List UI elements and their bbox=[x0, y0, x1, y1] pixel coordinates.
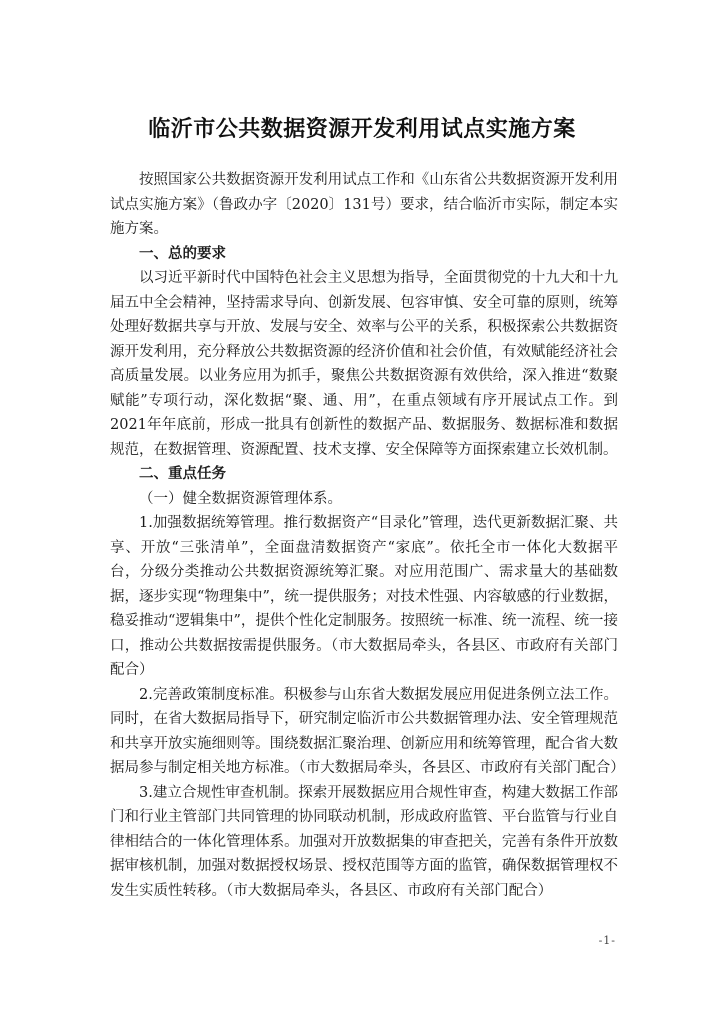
paragraph-task-3: 3.建立合规性审查机制。探索开展数据应用合规性审查，构建大数据工作部门和行业主管部门共同管理的协同联动机制，形成政府监管、平台监管与行业自律相结合的一体化管理体系。加强对开放数据集的审查把关，完善有条件开放数据审核机制，加强对数据授权场景、授权范围等方面的监管，确保数据管理权不发生实质性转移。（市大数据局牵头，各县区、市政府有关部门配合） bbox=[110, 784, 618, 899]
document-title: 临沂市公共数据资源开发利用试点实施方案 bbox=[148, 117, 576, 142]
section-heading-key-tasks: 二、重点任务 bbox=[139, 466, 226, 482]
paragraph-intro: 按照国家公共数据资源开发利用试点工作和《山东省公共数据资源开发利用试点实施方案》（鲁政办字〔2020〕131号）要求，结合临沂市实际，制定本实施方案。 bbox=[110, 172, 618, 237]
section-heading-general-requirements: 一、总的要求 bbox=[139, 245, 226, 262]
paragraph-general-requirements: 以习近平新时代中国特色社会主义思想为指导，全面贯彻党的十九大和十九届五中全会精神，坚持需求导向、创新发展、包容审慎、安全可靠的原则，统筹处理好数据共享与开放、发展与安全、效率与公平的关系，积极探索公共数据资源开发利用，充分释放公共数据资源的经济价值和社会价值，有效赋能经济社会高质量发展。以业务应用为抓手，聚焦公共数据资源有效供给，深入推进“数聚赋能”专项行动，深化数据“聚、通、用”，在重点领域有序开展试点工作。到2021年年底前，形成一批具有创新性的数据产品、数据服务、数据标准和数据规范，在数据管理、资源配置、技术支撑、安全保障等方面探索建立长效机制。 bbox=[110, 270, 618, 458]
subsection-heading-1: （一）健全数据资源管理体系。 bbox=[139, 490, 342, 507]
page-number: -1- bbox=[598, 934, 616, 947]
document-body bbox=[110, 168, 625, 903]
paragraph-task-2: 2.完善政策制度标准。积极参与山东省大数据发展应用促进条例立法工作。同时，在省大数据局指导下，研究制定临沂市公共数据管理办法、安全管理规范和共享开放实施细则等。围绕数据汇聚治理、创新应用和统筹管理，配合省大数据局参与制定相关地方标准。（市大数据局牵头，各县区、市政府有关部门配合） bbox=[110, 686, 625, 776]
paragraph-task-1: 1.加强数据统筹管理。推行数据资产“目录化”管理，迭代更新数据汇聚、共享、开放“三张清单”，全面盘清数据资产“家底”。依托全市一体化大数据平台，分级分类推动公共数据资源统筹汇聚。对应用范围广、需求量大的基础数据，逐步实现“物理集中”，统一提供服务；对技术性强、内容敏感的行业数据，稳妥推动“逻辑集中”，提供个性化定制服务。按照统一标准、统一流程、统一接口，推动公共数据按需提供服务。（市大数据局牵头，各县区、市政府有关部门配合） bbox=[110, 515, 618, 678]
